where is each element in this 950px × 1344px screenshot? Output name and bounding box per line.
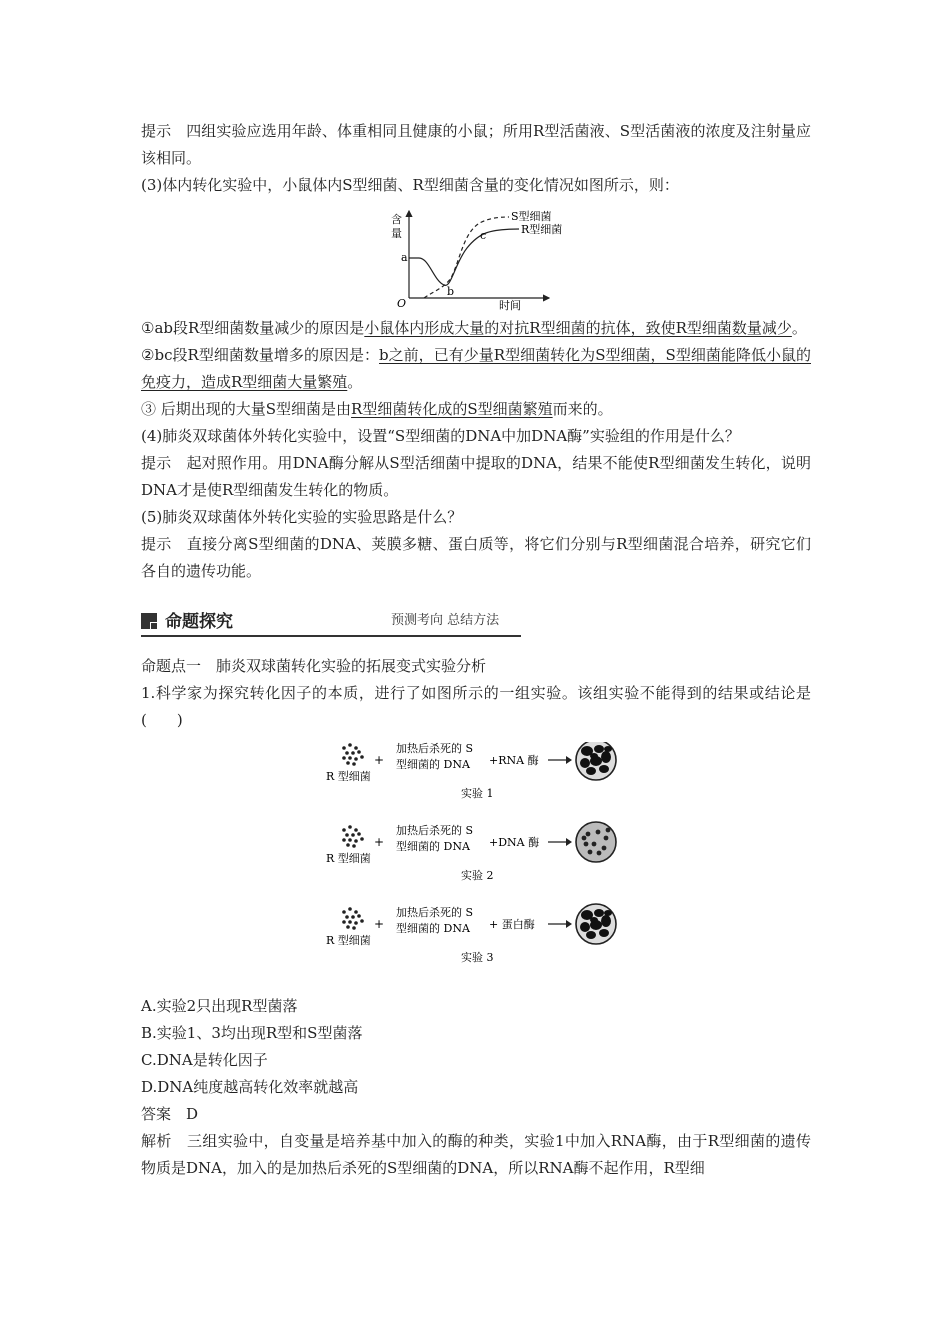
r-bacteria-label: R 型细菌	[326, 770, 371, 783]
r-bacteria-dot	[357, 914, 361, 918]
bacteria-content-graph	[389, 203, 569, 313]
s-colony	[604, 746, 612, 752]
banner-subtitle: 预测考向 总结方法	[391, 613, 500, 628]
r-bacteria-dot	[352, 926, 356, 930]
r-bacteria-dot	[345, 833, 349, 837]
r-bacteria-dot	[352, 844, 356, 848]
r-colony	[602, 846, 607, 851]
s-colony	[586, 931, 596, 939]
banner-title: 命题探究	[165, 612, 233, 632]
experiment-figure	[326, 742, 626, 987]
answer: 答案 D	[141, 1105, 199, 1123]
s-type-curve	[424, 217, 509, 298]
r-colony	[596, 830, 601, 835]
option-b: B.实验1、3均出现R型和S型菌落	[141, 1024, 363, 1042]
s-colony	[599, 929, 609, 937]
s-colony	[580, 922, 590, 932]
r-bacteria-dot	[342, 746, 346, 750]
s-colony	[604, 910, 612, 916]
origin-label: O	[397, 297, 407, 310]
item-3: ③ 后期出现的大量S型细菌是由R型细菌转化成的S型细菌繁殖而来的。	[141, 400, 613, 418]
enzyme-label: + 蛋白酶	[489, 918, 535, 931]
r-bacteria-dot	[348, 920, 352, 924]
r-bacteria-dot	[342, 838, 346, 842]
experiment-caption: 实验 1	[461, 787, 494, 800]
r-bacteria-dot	[351, 751, 355, 755]
r-colony	[582, 836, 587, 841]
question-3: (3)体内转化实验中，小鼠体内S型细菌、R型细菌含量的变化情况如图所示，则：	[141, 176, 679, 194]
material-line-1: 加热后杀死的 S	[396, 824, 474, 837]
s-colony	[601, 751, 611, 763]
s-colony	[580, 758, 590, 768]
material-line-2: 型细菌的 DNA	[396, 922, 470, 935]
r-bacteria-label: R 型细菌	[326, 852, 371, 865]
r-bacteria-dot	[351, 915, 355, 919]
y-axis-label-2: 量	[391, 227, 402, 240]
r-bacteria-dot	[348, 756, 352, 760]
s-colony	[590, 753, 598, 759]
question-5: (5)肺炎双球菌体外转化实验的实验思路是什么？	[141, 508, 463, 526]
material-line-2: 型细菌的 DNA	[396, 758, 470, 771]
item-3-answer: R型细菌转化成的S型细菌繁殖	[351, 400, 553, 418]
section-heading: 命题点一 肺炎双球菌转化实验的拓展变式实验分析	[141, 657, 487, 675]
banner-underline	[141, 635, 521, 637]
r-bacteria-dot	[348, 907, 352, 911]
option-d: D.DNA纯度越高转化效率就越高	[141, 1078, 359, 1096]
point-c-label: c	[480, 229, 487, 242]
answer-5: 提示 直接分离S型细菌的DNA、荚膜多糖、蛋白质等，将它们分别与R型细菌混合培养，研究它们各自的遗传功能。	[141, 535, 811, 580]
petri-dish	[576, 822, 616, 862]
r-bacteria-dot	[360, 919, 364, 923]
r-bacteria-dot	[346, 925, 350, 929]
arrow-head	[566, 838, 572, 846]
r-bacteria-dot	[348, 743, 352, 747]
r-colony	[584, 842, 589, 847]
r-bacteria-dot	[354, 910, 358, 914]
r-bacteria-dot	[360, 837, 364, 841]
r-bacteria-dot	[345, 751, 349, 755]
y-axis-label-1: 含	[391, 213, 402, 226]
item-2-answer: b之前，已有少量R型细菌转化为S型细菌，S型细菌能降低小鼠的免疫力，造成R型细菌大量繁殖	[141, 346, 811, 391]
r-bacteria-dot	[342, 828, 346, 832]
r-bacteria-dot	[360, 755, 364, 759]
s-colony	[594, 745, 604, 753]
option-c: C.DNA是转化因子	[141, 1051, 268, 1069]
r-bacteria-dot	[345, 915, 349, 919]
r-type-legend: R型细菌	[521, 223, 563, 236]
arrow-head	[566, 920, 572, 928]
item-1: ①ab段R型细菌数量减少的原因是小鼠体内形成大量的对抗R型细菌的抗体，致使R型细菌数量减少。	[141, 319, 807, 337]
plus-sign: +	[374, 835, 385, 849]
plus-sign: +	[374, 917, 385, 931]
r-bacteria-dot	[351, 833, 355, 837]
point-b-label: b	[447, 285, 455, 298]
experiment-caption: 实验 3	[461, 951, 494, 964]
r-bacteria-dot	[342, 920, 346, 924]
material-line-2: 型细菌的 DNA	[396, 840, 470, 853]
r-bacteria-dot	[348, 825, 352, 829]
r-bacteria-dot	[354, 921, 358, 925]
s-colony	[586, 767, 596, 775]
enzyme-label: +DNA 酶	[489, 836, 540, 849]
r-bacteria-dot	[357, 750, 361, 754]
r-bacteria-dot	[346, 843, 350, 847]
point-a-label: a	[401, 251, 408, 264]
r-colony	[586, 832, 591, 837]
question-1: 1.科学家为探究转化因子的本质，进行了如图所示的一组实验。该组实验不能得到的结果或结论是( )	[141, 684, 811, 729]
r-bacteria-dot	[357, 832, 361, 836]
document-page	[141, 118, 811, 1182]
banner-square-icon	[141, 613, 157, 629]
enzyme-label: +RNA 酶	[489, 754, 539, 767]
r-colony	[592, 842, 597, 847]
s-type-legend: S型细菌	[511, 210, 552, 223]
arrow-head	[566, 756, 572, 764]
material-line-1: 加热后杀死的 S	[396, 906, 474, 919]
r-bacteria-dot	[346, 761, 350, 765]
r-bacteria-dot	[352, 762, 356, 766]
item-1-answer: 小鼠体内形成大量的对抗R型细菌的抗体，致使R型细菌数量减少	[364, 319, 792, 337]
analysis: 解析 三组实验中，自变量是培养基中加入的酶的种类，实验1中加入RNA酶，由于R型细菌的遗传物质是DNA，加入的是加热后杀死的S型细菌的DNA，所以RNA酶不起作用，R型细	[141, 1132, 811, 1177]
question-4: (4)肺炎双球菌体外转化实验中，设置“S型细菌的DNA中加DNA酶”实验组的作用是什么？	[141, 427, 740, 445]
experiment-caption: 实验 2	[461, 869, 494, 882]
r-bacteria-dot	[354, 839, 358, 843]
s-colony	[594, 909, 604, 917]
plus-sign: +	[374, 753, 385, 767]
section-banner	[141, 605, 811, 645]
r-colony	[604, 836, 609, 841]
material-line-1: 加热后杀死的 S	[396, 742, 474, 755]
r-colony	[606, 828, 611, 833]
r-bacteria-dot	[354, 757, 358, 761]
x-axis-label: 时间	[499, 299, 521, 312]
s-colony	[590, 917, 598, 923]
item-2: ②bc段R型细菌数量增多的原因是：b之前，已有少量R型细菌转化为S型细菌，S型细菌能降低小鼠的免疫力，造成R型细菌大量繁殖。	[141, 346, 811, 391]
r-bacteria-dot	[342, 756, 346, 760]
hint-paragraph-1: 提示 四组实验应选用年龄、体重相同且健康的小鼠；所用R型活菌液、S型活菌液的浓度及注射量应该相同。	[141, 122, 811, 167]
r-bacteria-label: R 型细菌	[326, 934, 371, 947]
r-type-curve	[409, 229, 519, 285]
r-bacteria-dot	[342, 910, 346, 914]
r-bacteria-dot	[354, 828, 358, 832]
r-bacteria-dot	[354, 746, 358, 750]
option-a: A.实验2只出现R型菌落	[141, 997, 298, 1015]
r-colony	[588, 850, 593, 855]
r-colony	[597, 851, 602, 856]
s-colony	[599, 765, 609, 773]
s-colony	[601, 915, 611, 927]
r-bacteria-dot	[348, 838, 352, 842]
answer-4: 提示 起对照作用。用DNA酶分解从S型活细菌中提取的DNA，结果不能使R型细菌发生转化，说明DNA才是使R型细菌发生转化的物质。	[141, 454, 811, 499]
